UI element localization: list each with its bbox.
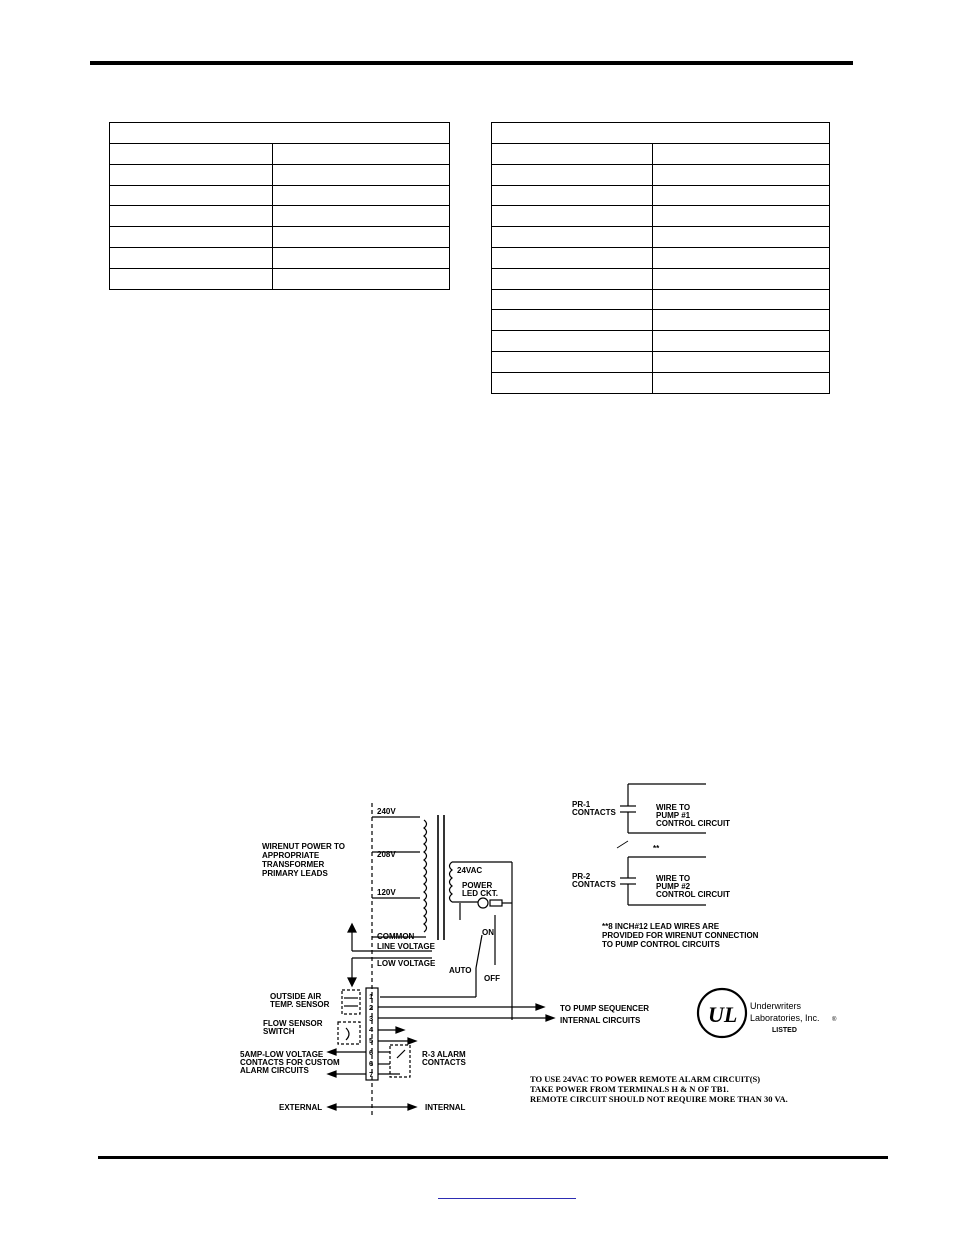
alarm-contacts-label-line3: ALARM CIRCUITS — [240, 1066, 309, 1075]
secondary-coil — [450, 862, 453, 902]
power-led-label-line1: POWER — [462, 881, 493, 890]
ul-name-line2: Laboratories, Inc. — [750, 1013, 820, 1023]
tap-208v: 208V — [377, 850, 396, 859]
ul-listed-label: LISTED — [772, 1027, 797, 1034]
switch-off-label: OFF — [484, 974, 500, 983]
internal-circuits-label: INTERNAL CIRCUITS — [560, 1016, 641, 1025]
r3-alarm-label-line1: R-3 ALARM — [422, 1050, 466, 1059]
terminal-5: 5 — [369, 1036, 374, 1045]
terminal-6b: 6 — [369, 1059, 374, 1068]
power-led-label-line2: LED CKT. — [462, 889, 498, 898]
line-voltage-label: LINE VOLTAGE — [377, 942, 435, 951]
wirenut-note-line1: WIRENUT POWER TO — [262, 842, 345, 851]
lead-note-line3: TO PUMP CONTROL CIRCUITS — [602, 940, 720, 949]
pr1-wire-line1: WIRE TO — [656, 803, 691, 812]
ul-name-line1: Underwriters — [750, 1001, 802, 1011]
pr1-wire-line2: PUMP #1 — [656, 811, 691, 820]
outside-air-label-line1: OUTSIDE AIR — [270, 992, 322, 1001]
power-led-icon — [478, 898, 488, 908]
terminal-4: 4 — [369, 1025, 374, 1034]
flow-sensor-label-line1: FLOW SENSOR — [263, 1019, 323, 1028]
pr2-wire-line1: WIRE TO — [656, 874, 691, 883]
ul-logo-text: UL — [708, 1002, 738, 1027]
to-pump-sequencer-label: TO PUMP SEQUENCER — [560, 1004, 650, 1013]
pr1-contacts-line2: CONTACTS — [572, 808, 616, 817]
switch-auto-label: AUTO — [449, 966, 472, 975]
switch-on-label: ON — [482, 928, 494, 937]
tap-120v: 120V — [377, 888, 396, 897]
pr1-wire-line3: CONTROL CIRCUIT — [656, 819, 731, 828]
double-star-mark: ** — [653, 844, 660, 853]
flow-sensor-label-line2: SWITCH — [263, 1027, 295, 1036]
wirenut-note-line2: APPROPRIATE — [262, 851, 320, 860]
outside-air-label-line2: TEMP. SENSOR — [270, 1000, 330, 1009]
tap-common: COMMON — [377, 932, 415, 941]
terminal-numbers — [369, 992, 374, 1079]
pr1-contacts-line1: PR-1 — [572, 800, 591, 809]
terminal-6a: 6 — [369, 1048, 374, 1057]
terminal-1: 1 — [369, 992, 374, 1001]
pr2-wire-line2: PUMP #2 — [656, 882, 691, 891]
switch-blade — [476, 935, 482, 968]
terminal-2: 2 — [369, 1003, 374, 1012]
alarm-contacts-label-line2: CONTACTS FOR CUSTOM — [240, 1058, 340, 1067]
low-voltage-label: LOW VOLTAGE — [377, 959, 436, 968]
remote-note-line2: TAKE POWER FROM TERMINALS H & N OF TB1. — [530, 1084, 729, 1094]
ul-registered-mark: ® — [832, 1017, 837, 1023]
pr2-contacts-line2: CONTACTS — [572, 880, 616, 889]
alarm-contacts-label-line1: 5AMP-LOW VOLTAGE — [240, 1050, 324, 1059]
primary-coil — [424, 820, 427, 932]
terminal-7: 7 — [369, 1070, 374, 1079]
r3-alarm-label-line2: CONTACTS — [422, 1058, 466, 1067]
pr2-wire-line3: CONTROL CIRCUIT — [656, 890, 731, 899]
outside-air-sensor-box — [342, 990, 360, 1014]
external-label: EXTERNAL — [279, 1103, 323, 1112]
internal-label: INTERNAL — [425, 1103, 466, 1112]
remote-note-line3: REMOTE CIRCUIT SHOULD NOT REQUIRE MORE THAN 30 VA. — [530, 1094, 788, 1104]
remote-note-line1: TO USE 24VAC TO POWER REMOTE ALARM CIRCUIT(S) — [530, 1074, 761, 1084]
tap-240v: 240V — [377, 807, 396, 816]
secondary-24vac-label: 24VAC — [457, 866, 483, 875]
wirenut-note-line3: TRANSFORMER — [262, 860, 325, 869]
lead-note-line1: **8 INCH#12 LEAD WIRES ARE — [602, 922, 720, 931]
terminal-3: 3 — [369, 1014, 374, 1023]
lead-note-line2: PROVIDED FOR WIRENUT CONNECTION — [602, 931, 759, 940]
wirenut-note-line4: PRIMARY LEADS — [262, 869, 328, 878]
pr2-contacts-line1: PR-2 — [572, 872, 591, 881]
